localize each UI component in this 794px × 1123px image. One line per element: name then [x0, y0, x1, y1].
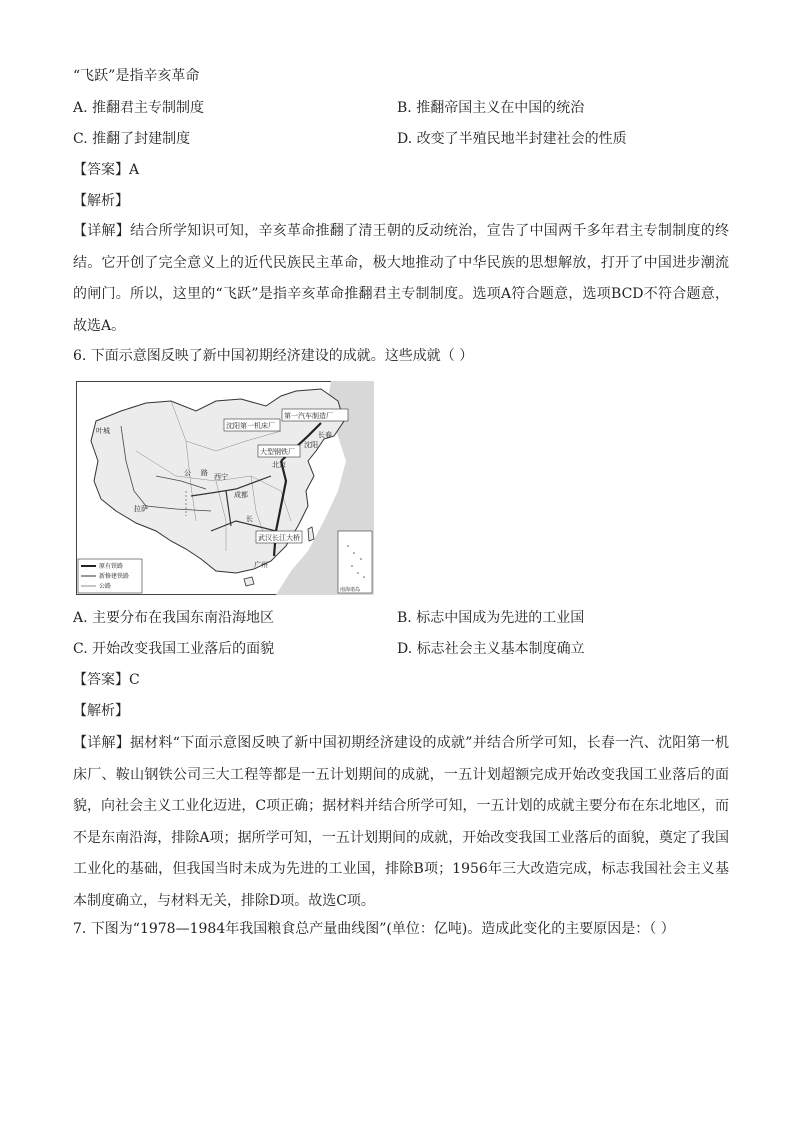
city-guangzhou: 广州: [254, 561, 268, 569]
inset-label: 南海诸岛: [340, 587, 361, 593]
factory1-label: 第一汽车制造厂: [284, 412, 333, 420]
q6-option-c: C. 开始改变我国工业落后的面貌: [73, 641, 275, 657]
q5-option-b: B. 推翻帝国主义在中国的统治: [397, 100, 585, 116]
city-changchun: 长春: [318, 431, 332, 439]
city-xining: 西宁: [214, 473, 228, 481]
q5-analysis-label: 【解析】: [73, 193, 129, 209]
q5-detail: 【详解】结合所学知识可知，辛亥革命推翻了清王朝的反动统治，宣告了中国两千多年君主专制制度的终结。它开创了完全意义上的近代民族民主革命，极大地推动了中华民族的思想解放，打开了中国进步潮流的闸门。所以，这里的“飞跃”是指辛亥革命推翻君主专制制度。选项A符合题意，选项BCD不符合题意，故选A。: [73, 223, 729, 334]
q6-stem: 6. 下面示意图反映了新中国初期经济建设的成就。这些成就（ ）: [73, 348, 474, 364]
city-yecheng: 叶城: [96, 427, 110, 435]
q6-detail: 【详解】据材料“下面示意图反映了新中国初期经济建设的成就”并结合所学可知，长春一汽、沈阳第一机床厂、鞍山钢铁公司三大工程等都是一五计划期间的成就，一五计划超额完成开始改变我国工业落后的面貌，向社会主义工业化迈进，C项正确；据材料并结合所学可知，一五计划的成就主要分布在东北地区，而不是东南沿海，排除A项；据所学可知，一五计划期间的成就，开始改变我国工业落后的面貌，奠定了我国工业化的基础，但我国当时未成为先进的工业国，排除B项；1956年三大改造完成，标志我国社会主义基本制度确立，与材料无关，排除D项。故选C项。: [73, 735, 729, 909]
q5-option-c: C. 推翻了封建制度: [73, 131, 191, 147]
road-label-1: 公: [184, 469, 191, 477]
q6-answer: 【答案】C: [73, 672, 140, 688]
q6-option-a: A. 主要分布在我国东南沿海地区: [73, 610, 275, 626]
city-shenyang: 沈阳: [304, 441, 318, 449]
city-chengdu: 成都: [234, 491, 248, 499]
river-label: 长: [246, 515, 253, 523]
map-legend: [78, 559, 142, 593]
q5-answer: 【答案】A: [73, 162, 140, 178]
q6-option-b: B. 标志中国成为先进的工业国: [397, 610, 585, 626]
south-sea-inset: [338, 531, 372, 593]
q6-analysis-label: 【解析】: [73, 703, 129, 719]
bridge-label: 武汉长江大桥: [258, 534, 300, 542]
legend-new: 新修建铁路: [99, 573, 130, 580]
factory2-label: 沈阳第一机床厂: [226, 422, 275, 430]
q5-stem-tail: “飞跃”是指辛亥革命: [73, 68, 200, 84]
q5-option-a: A. 推翻君主专制制度: [73, 100, 205, 116]
city-beijing: 北京: [272, 461, 286, 469]
legend-road: 公路: [99, 583, 112, 590]
hainan-outline: [244, 577, 254, 586]
factory3-label: 大型钢铁厂: [260, 448, 295, 456]
city-lasa: 拉萨: [134, 505, 148, 513]
q5-option-d: D. 改变了半殖民地半封建社会的性质: [397, 131, 627, 147]
legend-existing: 原有铁路: [99, 563, 124, 570]
q7-stem: 7. 下图为“1978—1984年我国粮食总产量曲线图”(单位：亿吨)。造成此变化的主要原因是：（ ）: [73, 921, 675, 937]
q6-option-d: D. 标志社会主义基本制度确立: [397, 641, 585, 657]
economic-construction-map: [76, 381, 374, 595]
road-label-2: 路: [201, 469, 208, 477]
